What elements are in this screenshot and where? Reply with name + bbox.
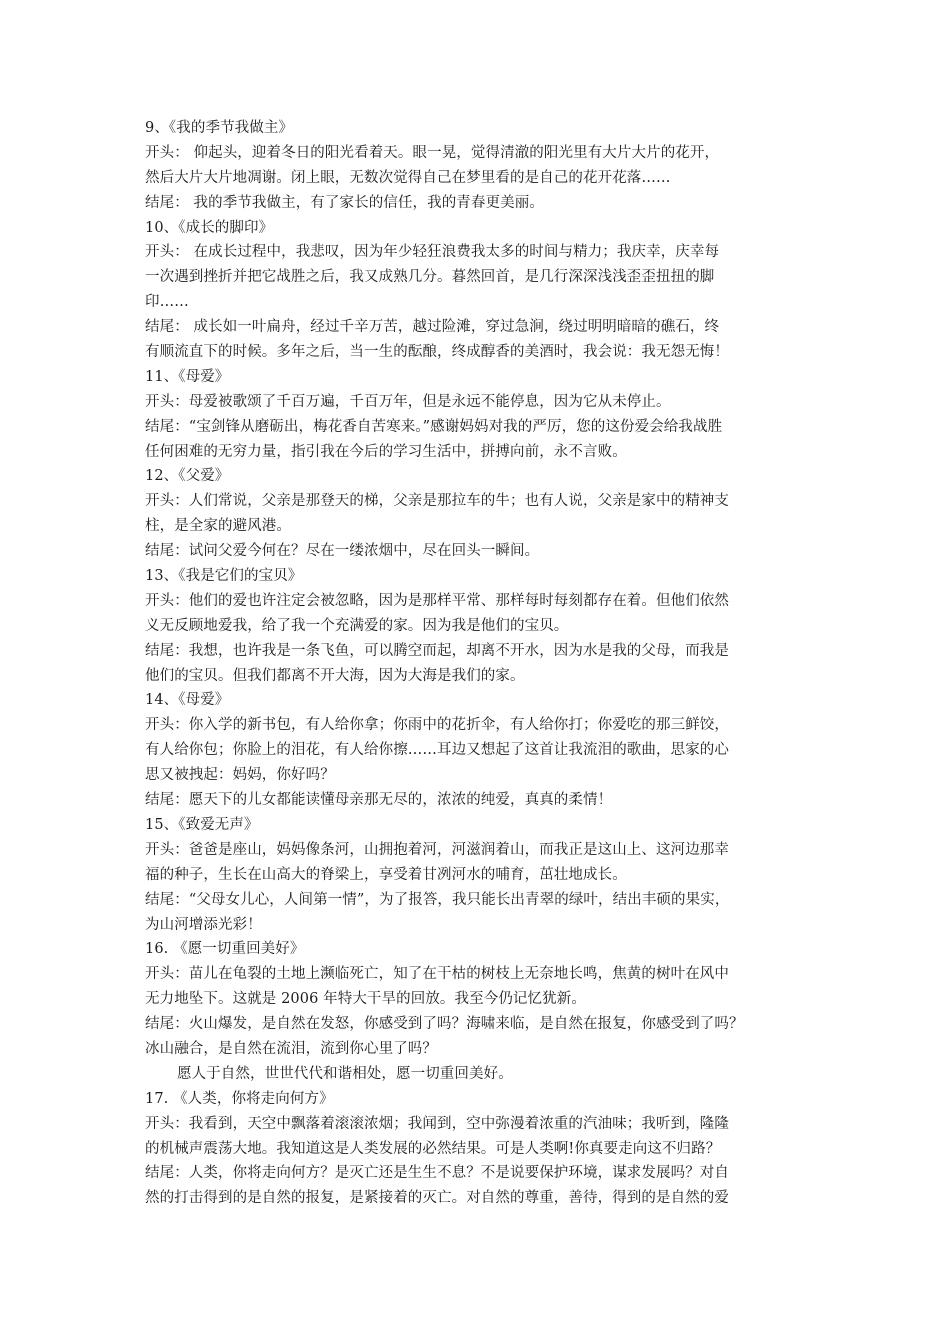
text-line: 结尾：我想，也许我是一条飞鱼，可以腾空而起，却离不开水，因为水是我的父母，而我是 [145, 642, 729, 659]
text-line: 思又被拽起：妈妈，你好吗？ [145, 767, 335, 784]
document-body [145, 116, 810, 1211]
text-line: 结尾： 我的季节我做主，有了家长的信任，我的青春更美丽。 [145, 194, 544, 211]
text-line: 开头：你入学的新书包，有人给你拿；你雨中的花折伞，有人给你打；你爱吃的那三鲜饺， [145, 717, 729, 734]
text-line: 福的种子，生长在山高大的脊梁上，享受着甘冽河水的哺育，茁壮地成长。 [145, 866, 627, 883]
section-heading: 11、《母爱》 [145, 368, 230, 385]
text-line: 结尾：“父母女儿心，人间第一情”，为了报答，我只能长出青翠的绿叶，结出丰硕的果实， [145, 891, 730, 908]
section-heading: 13、《我是它们的宝贝》 [145, 568, 303, 585]
text-line: 结尾：人类，你将走向何方？是灭亡还是生生不息？不是说要保护环境，谋求发展吗？对自 [145, 1165, 729, 1182]
text-line: 开头：爸爸是座山，妈妈像条河，山拥抱着河，河滋润着山，而我正是这山上、这河边那幸 [145, 841, 729, 858]
text-line: 开头：母爱被歌颂了千百万遍，千百万年，但是永远不能停息，因为它从未停止。 [145, 393, 671, 410]
text-line: 有顺流直下的时候。多年之后，当一生的酝酿，终成醇香的美酒时，我会说：我无怨无悔！ [145, 344, 729, 361]
section-heading: 10、《成长的脚印》 [145, 219, 274, 236]
text-line: 印…… [145, 294, 189, 311]
section-heading: 16. 《愿一切重回美好》 [145, 941, 305, 958]
text-line: 结尾：“宝剑锋从磨砺出，梅花香自苦寒来。”感谢妈妈对我的严厉，您的这份爱会给我战胜 [145, 418, 723, 435]
text-line: 愿人于自然，世世代代和谐相处，愿一切重回美好。 [177, 1065, 513, 1082]
text-line: 开头：苗儿在龟裂的土地上濒临死亡，知了在干枯的树枝上无奈地长鸣，焦黄的树叶在风中 [145, 966, 729, 983]
text-line: 的机械声震荡大地。我知道这是人类发展的必然结果。可是人类啊!你真要走向这不归路？ [145, 1140, 721, 1157]
text-line: 然的打击得到的是自然的报复，是紧接着的灭亡。对自然的尊重，善待，得到的是自然的爱 [145, 1190, 729, 1207]
text-line: 开头： 在成长过程中，我悲叹，因为年少轻狂浪费我太多的时间与精力；我庆幸，庆幸每 [145, 244, 720, 261]
text-line: 为山河增添光彩！ [145, 916, 262, 933]
section-heading: 17. 《人类，你将走向何方》 [145, 1090, 334, 1107]
text-line: 结尾：试问父爱今何在？尽在一缕浓烟中，尽在回头一瞬间。 [145, 543, 540, 560]
text-line: 义无反顾地爱我，给了我一个充满爱的家。因为我是他们的宝贝。 [145, 617, 569, 634]
text-line: 结尾：愿天下的儿女都能读懂母亲那无尽的，浓浓的纯爱，真真的柔情！ [145, 792, 613, 809]
text-line: 开头：他们的爱也许注定会被忽略，因为是那样平常、那样每时每刻都存在着。但他们依然 [145, 592, 729, 609]
text-line: 开头：我看到，天空中飘落着滚滚浓烟；我闻到，空中弥漫着浓重的汽油味；我听到，隆隆 [145, 1115, 729, 1132]
section-heading: 9、《我的季节我做主》 [145, 120, 294, 136]
text-line: 冰山融合，是自然在流泪，流到你心里了吗？ [145, 1040, 437, 1057]
section-heading: 12、《父爱》 [145, 468, 230, 485]
text-line: 开头：人们常说，父亲是那登天的梯，父亲是那拉车的牛；也有人说，父亲是家中的精神支 [145, 493, 729, 510]
text-line: 一次遇到挫折并把它战胜之后，我又成熟几分。暮然回首，是几行深深浅浅歪歪扭扭的脚 [145, 269, 715, 286]
text-line: 开头： 仰起头，迎着冬日的阳光看着天。眼一晃，觉得清澈的阳光里有大片大片的花开， [145, 144, 720, 161]
section-heading: 14、《母爱》 [145, 692, 230, 709]
text-line: 结尾： 成长如一叶扁舟，经过千辛万苦，越过险滩，穿过急涧，绕过明明暗暗的礁石，终 [145, 319, 720, 336]
text-line: 他们的宝贝。但我们都离不开大海，因为大海是我们的家。 [145, 667, 525, 684]
text-line: 结尾：火山爆发，是自然在发怒，你感受到了吗？海啸来临，是自然在报复，你感受到了吗？ [145, 1016, 744, 1033]
text-line: 有人给你包；你脸上的泪花，有人给你擦……耳边又想起了这首让我流泪的歌曲，思家的心 [145, 742, 729, 759]
section-heading: 15、《致爱无声》 [145, 816, 259, 833]
text-line: 柱，是全家的避风港。 [145, 518, 291, 535]
text-line: 然后大片大片地凋谢。闭上眼，无数次觉得自己在梦里看的是自己的花开花落…… [145, 169, 671, 186]
text-line: 任何困难的无穷力量，指引我在今后的学习生活中，拼搏向前，永不言败。 [145, 443, 627, 460]
text-line: 无力地坠下。这就是 2006 年特大干旱的回放。我至今仍记忆犹新。 [145, 991, 586, 1008]
